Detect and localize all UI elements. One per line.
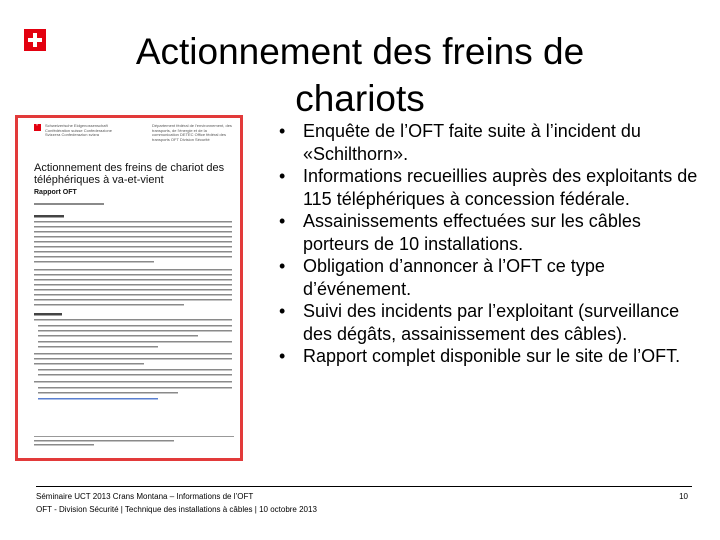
bullet-item: • Rapport complet disponible sur le site de l’OFT. [279,346,681,366]
doc-title: Actionnement des freins de chariot des téléphériques à va-et-vient [34,162,225,186]
page-number: 10 [679,492,688,501]
footer-line-2: OFT - Division Sécurité | Technique des installations à câbles | 10 octobre 2013 [36,505,317,514]
doc-text-lines [34,203,234,433]
doc-subtitle: Rapport OFT [34,189,77,196]
bullet-item: • Informations recueillies auprès des exploitants de 115 téléphériques à concession fédérale. [279,166,698,209]
report-thumbnail [15,115,243,461]
doc-swiss-logo [34,124,41,131]
doc-body-lines [34,203,234,434]
footer-divider [36,486,692,487]
slide-title: Actionnement des freins de chariots [135,31,585,119]
bullet-item: • Obligation d’annoncer à l’OFT ce type d’événement. [279,256,605,299]
swiss-cross-logo [24,29,46,51]
doc-header-left: Schweizerische Eidgenossenschaft Confédération suisse Confederazione Svizzera Confederaziun svizra [45,123,112,137]
bullet-item: • Suivi des incidents par l’exploitant (surveillance des dégâts, assainissement des câbles). [279,301,680,344]
bullet-list [276,120,706,368]
footer-line-1: Séminaire UCT 2013 Crans Montana – Informations de l’OFT [36,492,254,501]
doc-header-right: Département fédéral de l'environnement, des transports, de l'énergie et de la communication DETEC Office fédéral des transports OFT Division Sécurité [152,123,232,142]
doc-footer-lines [34,439,184,447]
slide-footer [36,490,317,516]
bullet-item: • Enquête de l’OFT faite suite à l’incident du «Schilthorn». [279,121,641,164]
doc-footer [34,436,234,448]
bullet-item: • Assainissements effectuées sur les câbles porteurs de 10 installations. [279,211,641,254]
